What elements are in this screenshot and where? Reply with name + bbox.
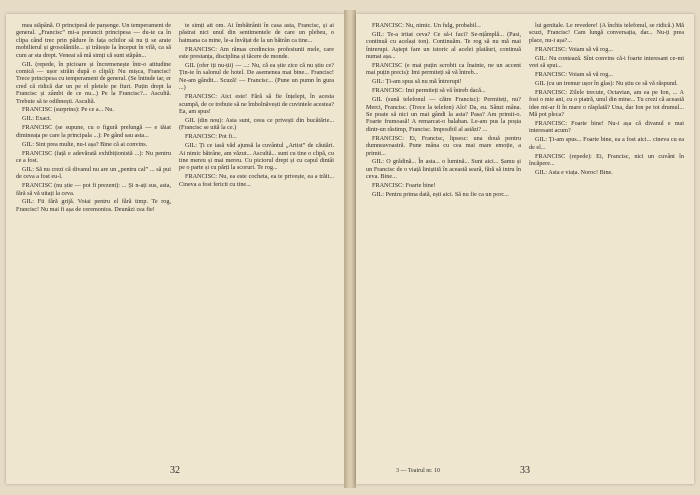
text-paragraph: GIL: Fii fără grijă. Voiai pentru el fără timp. Te rog, Francisc! Nu mai fi așa de ceremonios. Deunăzi cea fie! xyxy=(16,198,171,213)
text-paragraph: GIL: Ți-am spus... Foarte bine, ea a fost aici... cineva cu ea de el... xyxy=(529,136,684,151)
right-column-1 xyxy=(366,22,521,458)
text-paragraph: FRANCISC (surprins): Pe ce a... Nu. xyxy=(22,106,114,114)
text-paragraph: FRANCISC: Ei, Francisc, lipsesc: una două pentru dumneavoastră. Pune mâna cu cea mai mare emoție, a primit... xyxy=(366,134,521,157)
text-paragraph: GIL (repede, în picioare și încremenește într-o atitudine comică — ușor străin după o clipă): Nu mișca, Francisc! Trece principesa cu temperament de general. (Se întinde iar, er cred că ridică dar un pe el pletele pe fiuri. Puțin drept la Francisc și zâmbi de ce nu...) Pe la Francisc?... Ascultă. Trebuie să te odihnești. Ascultă. xyxy=(16,60,171,105)
text-paragraph: GIL (sună telefonul — către Francisc): Permiteți, nu? Merci, Francisc. (Trece la telefon) Alo! Da, eu. Sânzi mâna. Se poate să nici un mai gândi la asta? Pasa? Am primit-o. Foarte frumoasă! A remarcat-o balaban. Le-am pus la poșta dintr-un răstimp, Francisc. Imposibil al astăzi? ... xyxy=(366,96,521,133)
text-paragraph: GIL (ofer iți nu-ții) — ...: Nu, că ea știe zice că nu știu ce? Țin-te în salonul de hotel. De asemenea mai bine... Francisc! Ne-am gândit... Scuză! — Francisc... (Pune un pumn în gura ...) xyxy=(179,62,334,92)
text-paragraph: GIL (cu un tremur ușor în glas): Nu știu ce să vă răspund. xyxy=(535,79,678,87)
text-paragraph: GIL: Ți-am spus să nu mă întrerupi! xyxy=(372,78,462,86)
text-paragraph: GIL: Pentru prima dată, ești aici. Să nu fie ca un porc... xyxy=(372,191,509,199)
text-paragraph: FRANCISC: Pot fi... xyxy=(185,133,237,141)
text-paragraph: te simți ait om. Ai îmbătrânit în casa asta, Francisc, și ai păstrat nici unul din sentimentele de care un plebeu, o haimana ca mine, le-a învățat de la un bătrân ca tine... xyxy=(179,22,334,44)
text-paragraph: GIL: Nu contează. Sînt convins că-i foarte interesant ce-mi vrei să spui... xyxy=(529,54,684,70)
text-paragraph: FRANCISC (față e adevărată exhibiționistă ...): Nu pentru ce a fost. xyxy=(16,149,171,164)
left-page-columns xyxy=(6,22,344,458)
text-paragraph: FRANCISC: Voiam să vă rog... xyxy=(535,70,613,78)
text-paragraph: FRANCISC: Zilele trecute, Octavian, am ea pe Ion, ... A fost o mie ani, cu o piatră, unul din mine... Tu crezi că această idee mi-ar fi în mare o răsplată? Una, dar Ion pe tot drumul... Mă pot pleca? xyxy=(529,88,684,118)
text-paragraph: GIL: Să nu crezi că divanul nu are un „pentru cal” ... să pui de ceva a fost eu-l. xyxy=(16,165,171,181)
text-paragraph: GIL: Sint prea multe, nu-i așa? Bine că ai convins. xyxy=(22,140,148,148)
text-paragraph: FRANCISC (e mai puțin scrobit ca înainte, ne un accent mai puțin precis): Imi permiteți să vă întreb... xyxy=(366,62,521,77)
left-column-1 xyxy=(16,22,171,458)
text-paragraph: FRANCISC (nu știe — pot fi prezent): ... Și n-ați sus, asta, fără să vă uitați la ceva. xyxy=(16,182,171,197)
right-column-2 xyxy=(529,22,684,458)
left-page xyxy=(6,14,344,484)
text-paragraph: FRANCISC: Voiam să vă rog... xyxy=(535,45,613,53)
left-column-2 xyxy=(179,22,334,458)
text-paragraph: GIL: Te-a iritat ceva? Ce să-i faci? Se-nțâmplă... (Pasi, continuă cu același ton). Continuăm. Te rog să nu mă mai întrerupi. Aștept fare un istoric al acelei platăuri, continuă numai așa... xyxy=(366,30,521,61)
text-paragraph: GIL: Ți ce iasă văd ajunsă la cuvântul „Artist” de căutări. Ai nimic bătrâne, am văzut... Ascultă... sunt cu tine o clipă, cu tine mereu și mai mereu. Cu piciorul drept și cu capul dintâi pe o parte și cu părți la scoruri. Te rog... xyxy=(179,142,334,172)
text-paragraph: GIL: O grădină... În asta... o lumină... Sunt aici... Șamu și un Francisc de o viață liniștită în această seară, fără să intru în ceva. Bine... xyxy=(366,158,521,181)
text-paragraph: FRANCISC: Am rămas credincios profesiunii mele, care este prestanța, disciplina și tăcere de monde. xyxy=(179,45,334,61)
text-paragraph: FRANCISC: Foarte bine! xyxy=(372,182,436,190)
text-paragraph: FRANCISC: Nu, ea este cocheta, ea te privește, ea a trăit... Cineva a fost fericit cu tine... xyxy=(179,173,334,188)
text-paragraph: GIL: Exact. xyxy=(22,115,52,123)
text-paragraph: FRANCISC: Nu, nimic. Un fulg, probabil... xyxy=(372,22,481,29)
text-paragraph: FRANCISC (repede): Ei, Francisc, nici un cuvânt în încăpere... xyxy=(529,152,684,167)
printer-signature: 3 — Teatrul nr. 10 xyxy=(396,468,440,474)
text-paragraph: FRANCISC: Aici este! Fără să fie înțelept, în acesta scumpă, de ce trebuie să ne îmbolnăvești de cuvintele acestea? Ea, am spus! xyxy=(179,93,334,115)
book-gutter xyxy=(344,10,356,488)
text-paragraph: FRANCISC: Foarte bine! Nu-i așa că divanul e mai interesant acum? xyxy=(529,119,684,135)
right-page xyxy=(356,14,694,484)
text-paragraph: GIL: Asta e viața. Noroc! Bine. xyxy=(535,168,613,176)
right-page-columns xyxy=(356,22,694,458)
text-paragraph: GIL (din nou): Asta sunt, ceea ce privești din bucătărie... (Francisc se uită la ce.) xyxy=(179,116,334,132)
text-paragraph: FRANCISC: Imi permiteți să vă întreb dacă... xyxy=(372,87,486,95)
page-number-left: 32 xyxy=(170,465,180,476)
text-paragraph: FRANCISC (se supune, cu o figură prelungă — e tăiat dimineața pe care la principala ...): Pe gând sau asta... xyxy=(16,124,171,139)
text-paragraph: lui genitale. Le revedere! (A închis telefonul, se ridică.) Mă scuzi, Francisc! Cam lungă conversația, dar... Nu-ți prea place, nu-i așa?... xyxy=(529,22,684,44)
text-paragraph: mea stăpână. O principesă de parșenge. Un temperament de general. „Francisc” mi-a poruncit principesa — du-te ca în clipa când trec prin pădure în fața ochilor să nu ți se arate mobilierul și grosolăniile... și trăiește la început în vilă, ca să cum ar sta drept. Veneai să mă simți că sunt stăpân... xyxy=(16,22,171,59)
page-number-right: 33 xyxy=(520,465,530,476)
